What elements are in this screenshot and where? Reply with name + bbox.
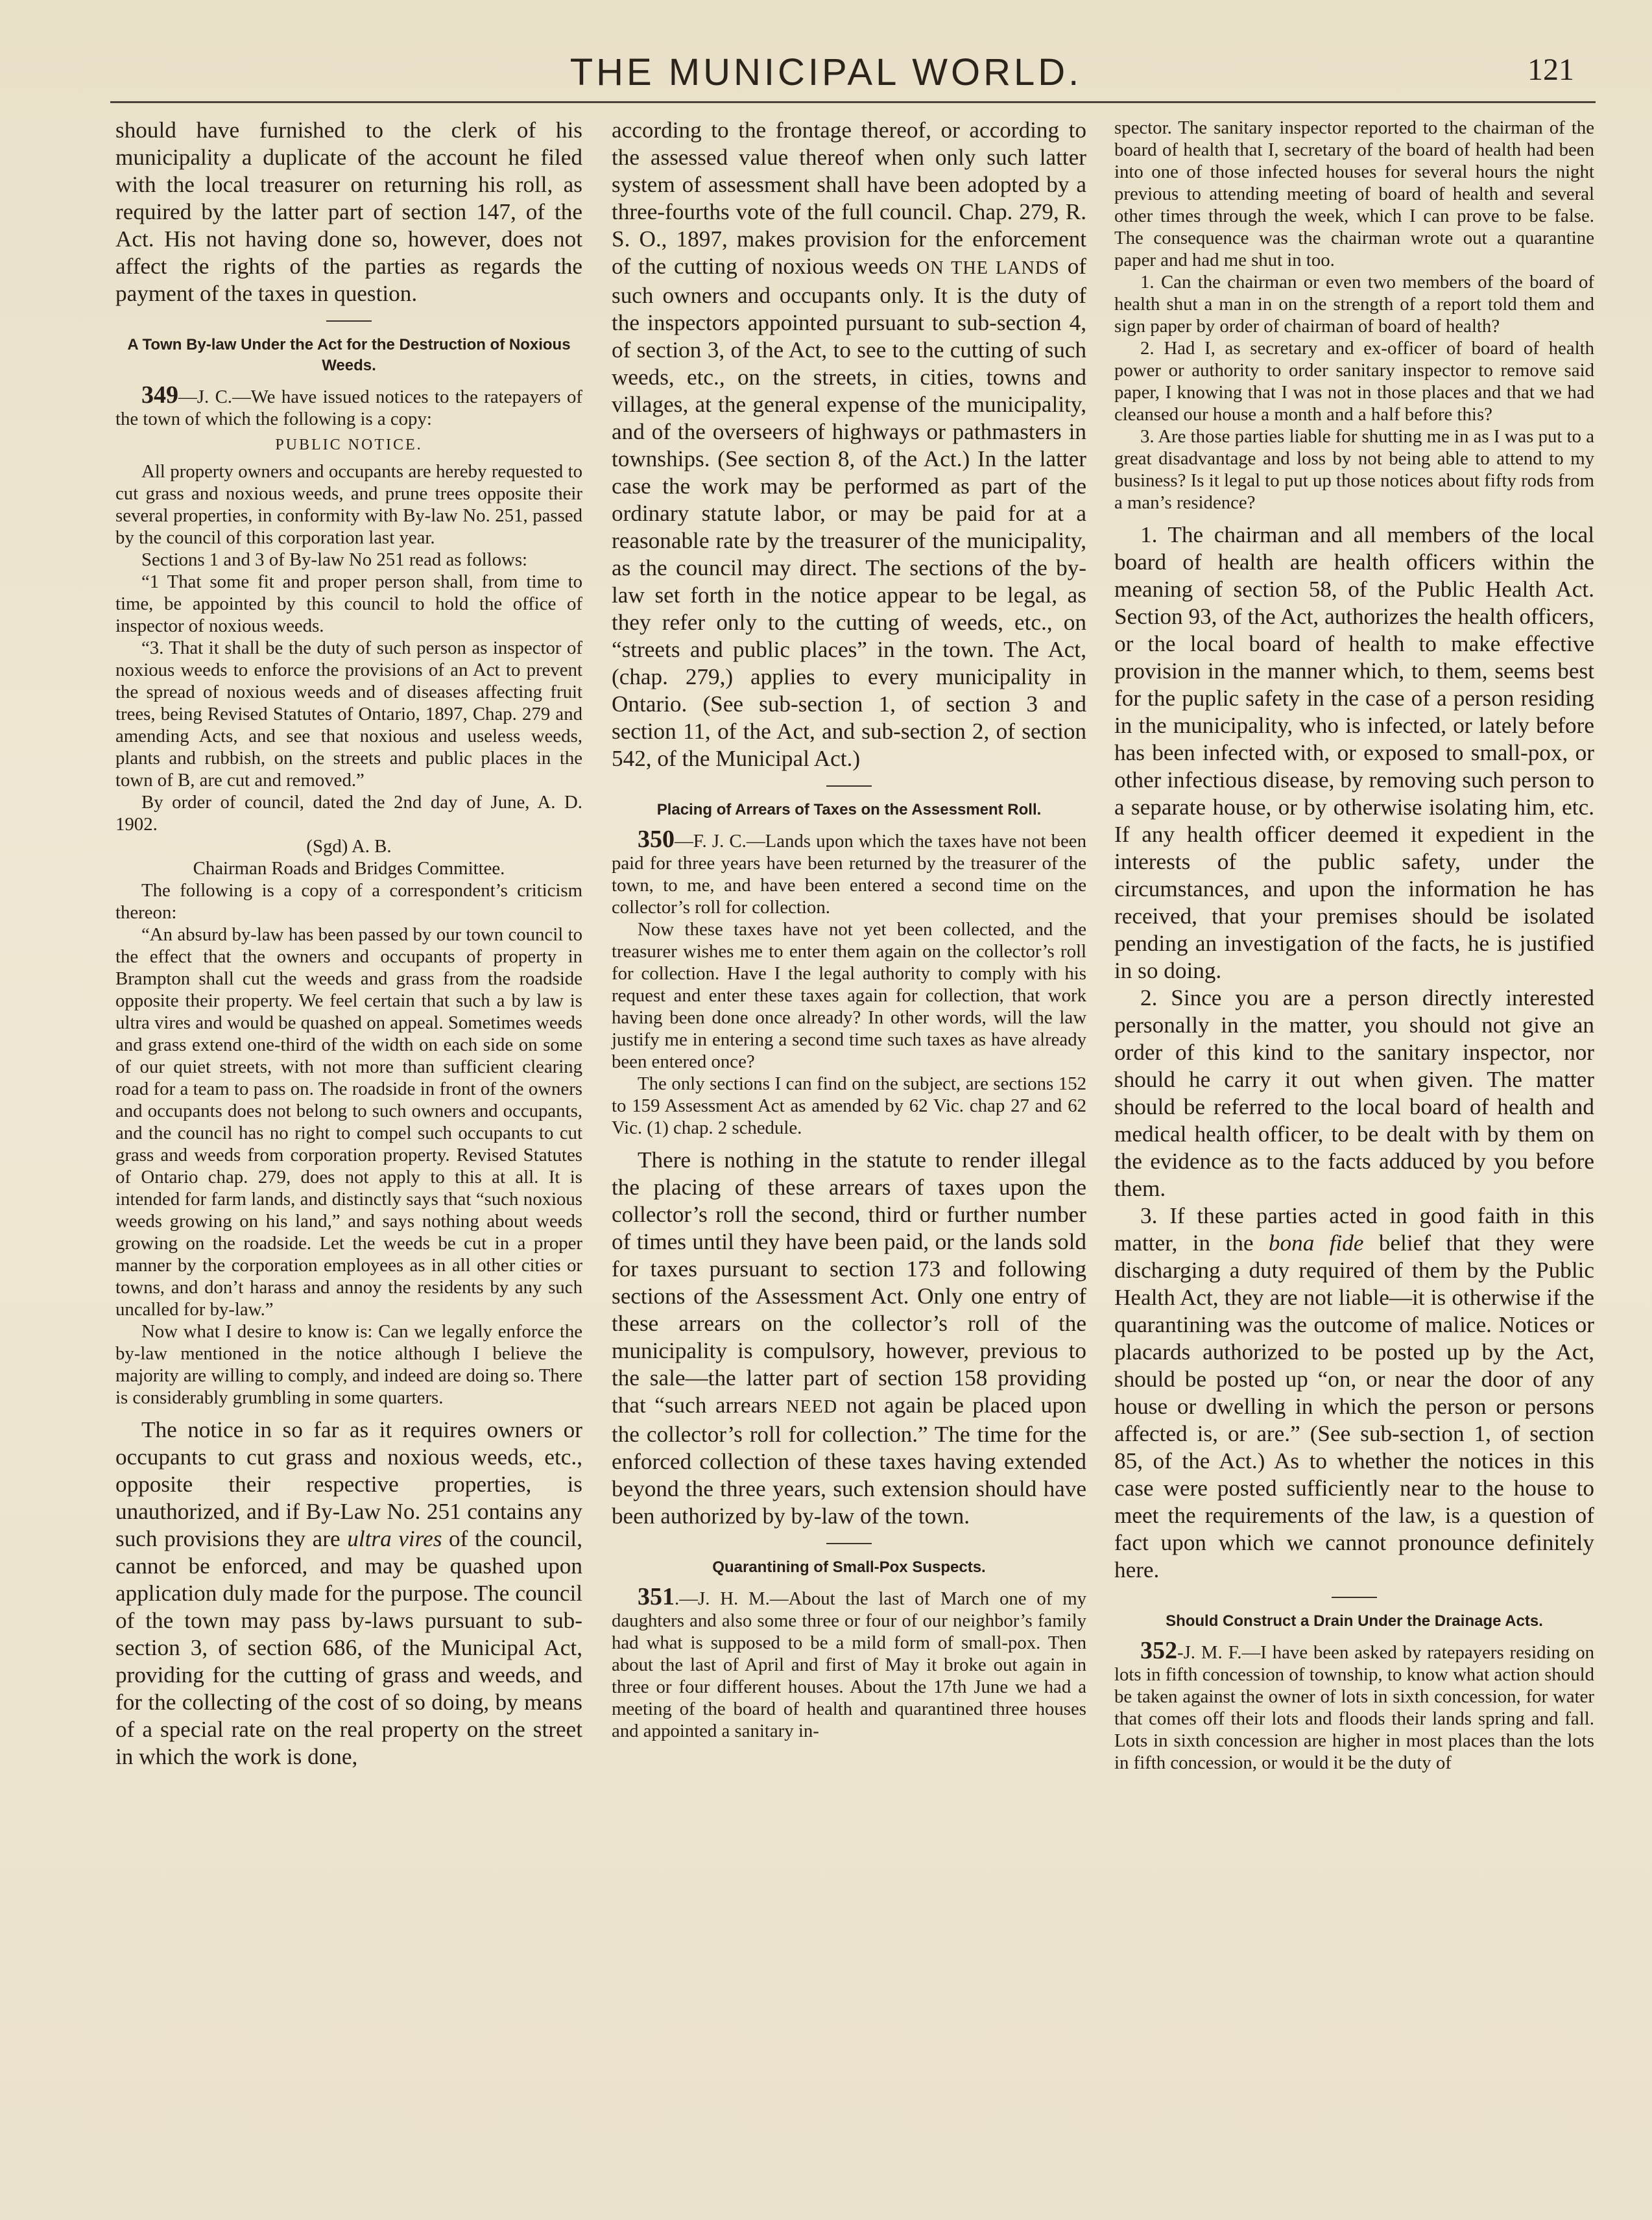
answer-small-caps: ON THE LANDS <box>916 258 1060 278</box>
answer-text: not again be placed upon the collector’s roll for collection.” The time for the enforced collection of these taxes having extended beyond the three years, such extension should have been authorized by by-law of the town. <box>612 1392 1086 1529</box>
masthead <box>0 51 1652 102</box>
notice-paragraph: All property owners and occupants are hereby requested to cut grass and noxious weeds, and prune trees opposite their several properties, in conformity with By-law No. 251, passed by the council of this corporation last year. <box>115 461 582 548</box>
signature-title: Chairman Roads and Bridges Committee. <box>193 858 505 879</box>
question-350-heading: Placing of Arrears of Taxes on the Assessment Roll. <box>656 801 1042 818</box>
notice-paragraph: By order of council, dated the 2nd day of June, A. D. 1902. <box>115 792 582 835</box>
question-item: 2. Had I, as secretary and ex-officer of board of health power or authority to order sanitary inspector to remove said paper, I knowing that I was not in those places and that we had cleansed our house a month and a half before this? <box>1114 338 1594 425</box>
section-divider <box>826 1543 872 1544</box>
question-number: 352 <box>1140 1637 1177 1664</box>
answer-small-caps: NEED <box>786 1397 838 1417</box>
publication-title: THE MUNICIPAL WORLD. <box>569 51 1083 93</box>
question-item: 3. Are those parties liable for shutting me in as I was put to a great disadvantage and loss by not being able to attend to my business? Is it legal to put up those notices about fifty rods from a man’s residence? <box>1114 426 1594 513</box>
notice-paragraph: “1 That some fit and proper person shall, from time to time, be appointed by this council to hold the office of inspector of noxious weeds. <box>115 571 582 636</box>
signature-line: (Sgd) A. B. <box>306 836 392 857</box>
column-2 <box>612 117 1086 1742</box>
question-351-continued: spector. The sanitary inspector reported to the chairman of the board of health that I, secretary of the board of health had been into one of those infected houses for several hours the night previous to attending meeting of board of health and several other times through the week, which I can prove to be false. The consequence was the chairman wrote out a quarantine paper and had me shut in too. <box>1114 117 1594 270</box>
criticism-quote: “An absurd by-law has been passed by our town council to the effect that the owners and occupants of property in Brampton shall cut the weeds and grass from the roadside opposite their property. We feel certain that such a by law is ultra vires and would be quashed on appeal. Sometimes weeds and grass extend one-third of the width on each side on some of our quiet streets, with not more than sufficient clearing road for a team to pass on. The roadside in front of the owners and occupants does not belong to such owners and occupants, and the council has no right to compel such occupants to cut grass and weeds from corporation property. Revised Statutes of Ontario chap. 279, does not apply to this at all. It is intended for farm lands, and distinctly says that “such noxious weeds growing on his land,” and says nothing about weeds growing on the roadside. Let the weeds be cut in a proper manner by the corporation employees as in all other cities or towns, and don’t harass and annoy the residents by any such uncalled for by-law.” <box>115 924 582 1320</box>
question-number: 350 <box>638 826 675 853</box>
section-divider <box>826 785 872 787</box>
question-paragraph: Now what I desire to know is: Can we legally enforce the by-law mentioned in the notice although I believe the majority are willing to comply, and indeed are doing so. There is considerably grumbling in some quarters. <box>115 1321 582 1408</box>
answer-350 <box>612 1147 1086 1530</box>
answer-text: There is nothing in the statute to render illegal the placing of these arrears of taxes upon the collector’s roll the second, third or further number of times until they have been paid, or the lands sold for taxes pursuant to section 173 and following sections of the Assessment Act. Only one entry of these arrears on the collector’s roll of the municipality is compulsory, however, previous to the sale—the latter part of section 158 providing that “such arrears <box>612 1147 1086 1418</box>
question-text: .—J. H. M.—About the last of March one of my daughters and also some three or four of our neighbor’s family had what is supposed to be a mild form of small-pox. Then about the last of April and first of May it broke out again in three or four different houses. About the 17th June we had a meeting of the board of health and quarantined three houses and appointed a sanitary in- <box>612 1588 1086 1741</box>
question-text: —F. J. C.—Lands upon which the taxes have not been paid for three years have been returned by the treasurer of the town, to me, and have been entered a second time on the collector’s roll for collection. <box>612 831 1086 918</box>
header-rule <box>110 101 1596 103</box>
answer-text: 3. If these parties acted in good faith in this matter, in the <box>1114 1203 1594 1256</box>
question-text: -J. M. F.—I have been asked by ratepayers residing on lots in fifth concession of township, to know what action should be taken against the owner of lots in sixth concession, for water that comes off their lots and floods their lands spring and fall. Lots in sixth concession are higher in most places than the lots in fifth concession, or would it be the duty of <box>1114 1642 1594 1773</box>
answer-italic: ultra vires <box>347 1526 442 1551</box>
public-notice-heading: PUBLIC NOTICE. <box>275 436 423 453</box>
section-divider <box>326 320 372 322</box>
question-351-intro <box>612 1583 1086 1742</box>
column-3 <box>1114 117 1594 1774</box>
answer-text: according to the frontage thereof, or according to the assessed value thereof when only such latter system of assessment shall have been adopted by a three-fourths vote of the full council. Chap. 279, R. S. O., 1897, makes provision for the enforcement of the cutting of noxious weeds <box>612 117 1086 279</box>
answer-text: of such owners and occupants only. It is the duty of the inspectors appointed pursuant to sub-section 4, of section 3, of the Act, to see to the cutting of such weeds, etc., on the streets, in cities, towns and villages, at the general expense of the municipality, and of the overseers of highways or pathmasters in townships. (See section 8, of the Act.) In the latter case the work may be performed as part of the ordinary statute labor, or may be paid for at a reasonable rate by the treasurer of the municipality, as the council may direct. The sections of the by-law set forth in the notice appear to be legal, as they refer only to the cutting of weeds, etc., on “streets and public places” in the town. The Act, (chap. 279,) applies to every municipality in Ontario. (See sub-section 1, of section 3 and section 11, of the Act, and sub-section 2, of section 542, of the Municipal Act.) <box>612 254 1086 771</box>
question-item: 1. Can the chairman or even two members of the board of health shut a man in on the strength of a report told them and sign paper by order of chairman of board of health? <box>1114 272 1594 337</box>
column-1 <box>115 117 582 1771</box>
answer-349 <box>115 1416 582 1771</box>
question-352-intro <box>1114 1637 1594 1774</box>
answer-item: 2. Since you are a person directly interested personally in the matter, you should not give an order of this kind to the sanitary inspector, nor should he carry it out when given. The matter should be referred to the local board of health and medical health officer, to be dealt with by them on the evidence as to the facts adduced by you before them. <box>1114 985 1594 1201</box>
continuation-paragraph: should have furnished to the clerk of his municipality a duplicate of the account he filed with the local treasurer on returning his roll, as required by the latter part of section 147, of the Act. His not having done so, however, does not affect the rights of the parties as regards the payment of the taxes in question. <box>115 117 582 306</box>
question-paragraph: The following is a copy of a correspondent’s criticism thereon: <box>115 880 582 923</box>
section-divider <box>1332 1597 1377 1598</box>
question-number: 349 <box>141 381 178 409</box>
question-352-heading: Should Construct a Drain Under the Drainage Acts. <box>1166 1612 1543 1630</box>
answer-text: belief that they were discharging a duty required of them by the Public Health Act, they are not liable—it is otherwise if the quarantining was the outcome of malice. Notices or placards authorized to be posted up by the Act, should be posted up “on, or near the door of any house or dwelling in which the person or persons affected is, or are.” (See sub-section 1, of section 85, of the Act.) As to whether the notices in this case were posted sufficiently near to the house to meet the requirements of the law, is a question of fact upon which we cannot pronounce definitely here. <box>1114 1230 1595 1582</box>
answer-item: 1. The chairman and all members of the local board of health are health officers within the meaning of section 58, of the Public Health Act. Section 93, of the Act, authorizes the health officers, or the local board of health to make effective provision in the manner which, to them, seems best for the puplic safety in the case of a person residing in the municipality, who is infected, or lately before has been infected with, or exposed to small-pox, or other infectious disease, by removing such person to a separate house, or by otherwise isolating him, etc. If any health officer deemed it expedient in the interests of the public safety, under the circumstances, and upon the information he has received, that your premises should be isolated pending an investigation of the facts, he is justified in so doing. <box>1114 522 1594 983</box>
question-349-intro <box>115 381 582 430</box>
answer-italic: bona fide <box>1268 1230 1364 1256</box>
question-number: 351 <box>638 1583 675 1610</box>
notice-paragraph: “3. That it shall be the duty of such person as inspector of noxious weeds to enforce the provisions of an Act to prevent the spread of noxious weeds and of diseases affecting fruit trees, being Revised Statutes of Ontario, 1897, Chap. 279 and amending Acts, and see that noxious and useless weeds, plants and rubbish, on the streets and public places in the town of B, are cut and removed.” <box>115 638 582 791</box>
answer-item <box>1114 1202 1594 1584</box>
page-number: 121 <box>1527 53 1574 87</box>
question-paragraph: The only sections I can find on the subject, are sections 152 to 159 Assessment Act as amended by 62 Vic. chap 27 and 62 Vic. (1) chap. 2 schedule. <box>612 1073 1086 1138</box>
question-350-intro <box>612 828 1086 918</box>
answer-text: of the council, cannot be enforced, and may be quashed upon application duly made for the purpose. The council of the town may pass by-laws pursuant to sub-section 3, of section 686, of the Municipal Act, providing for the cutting of grass and weeds, and for the collecting of the cost of so doing, by means of a special rate on the real property on the street in which the work is done, <box>115 1526 582 1769</box>
answer-349-continued <box>612 117 1086 772</box>
question-paragraph: Now these taxes have not yet been collected, and the treasurer wishes me to enter them again on the collector’s roll for collection. Have I the legal authority to comply with his request and enter these taxes again for collection, that work having been done once already? In other words, will the law justify me in entering a second time such taxes as have already been entered once? <box>612 919 1086 1072</box>
notice-paragraph: Sections 1 and 3 of By-law No 251 read as follows: <box>141 549 528 570</box>
answer-text: The notice in so far as it requires owners or occupants to cut grass and noxious weeds, etc., opposite their respective properties, is unauthorized, and if By-Law No. 251 contains any such provisions they are <box>115 1417 582 1551</box>
question-text: —J. C.—We have issued notices to the ratepayers of the town of which the following is a copy: <box>115 387 582 429</box>
question-349-heading: A Town By-law Under the Act for the Destruction of Noxious Weeds. <box>127 336 571 374</box>
question-351-heading: Quarantining of Small-Pox Suspects. <box>712 1558 986 1576</box>
